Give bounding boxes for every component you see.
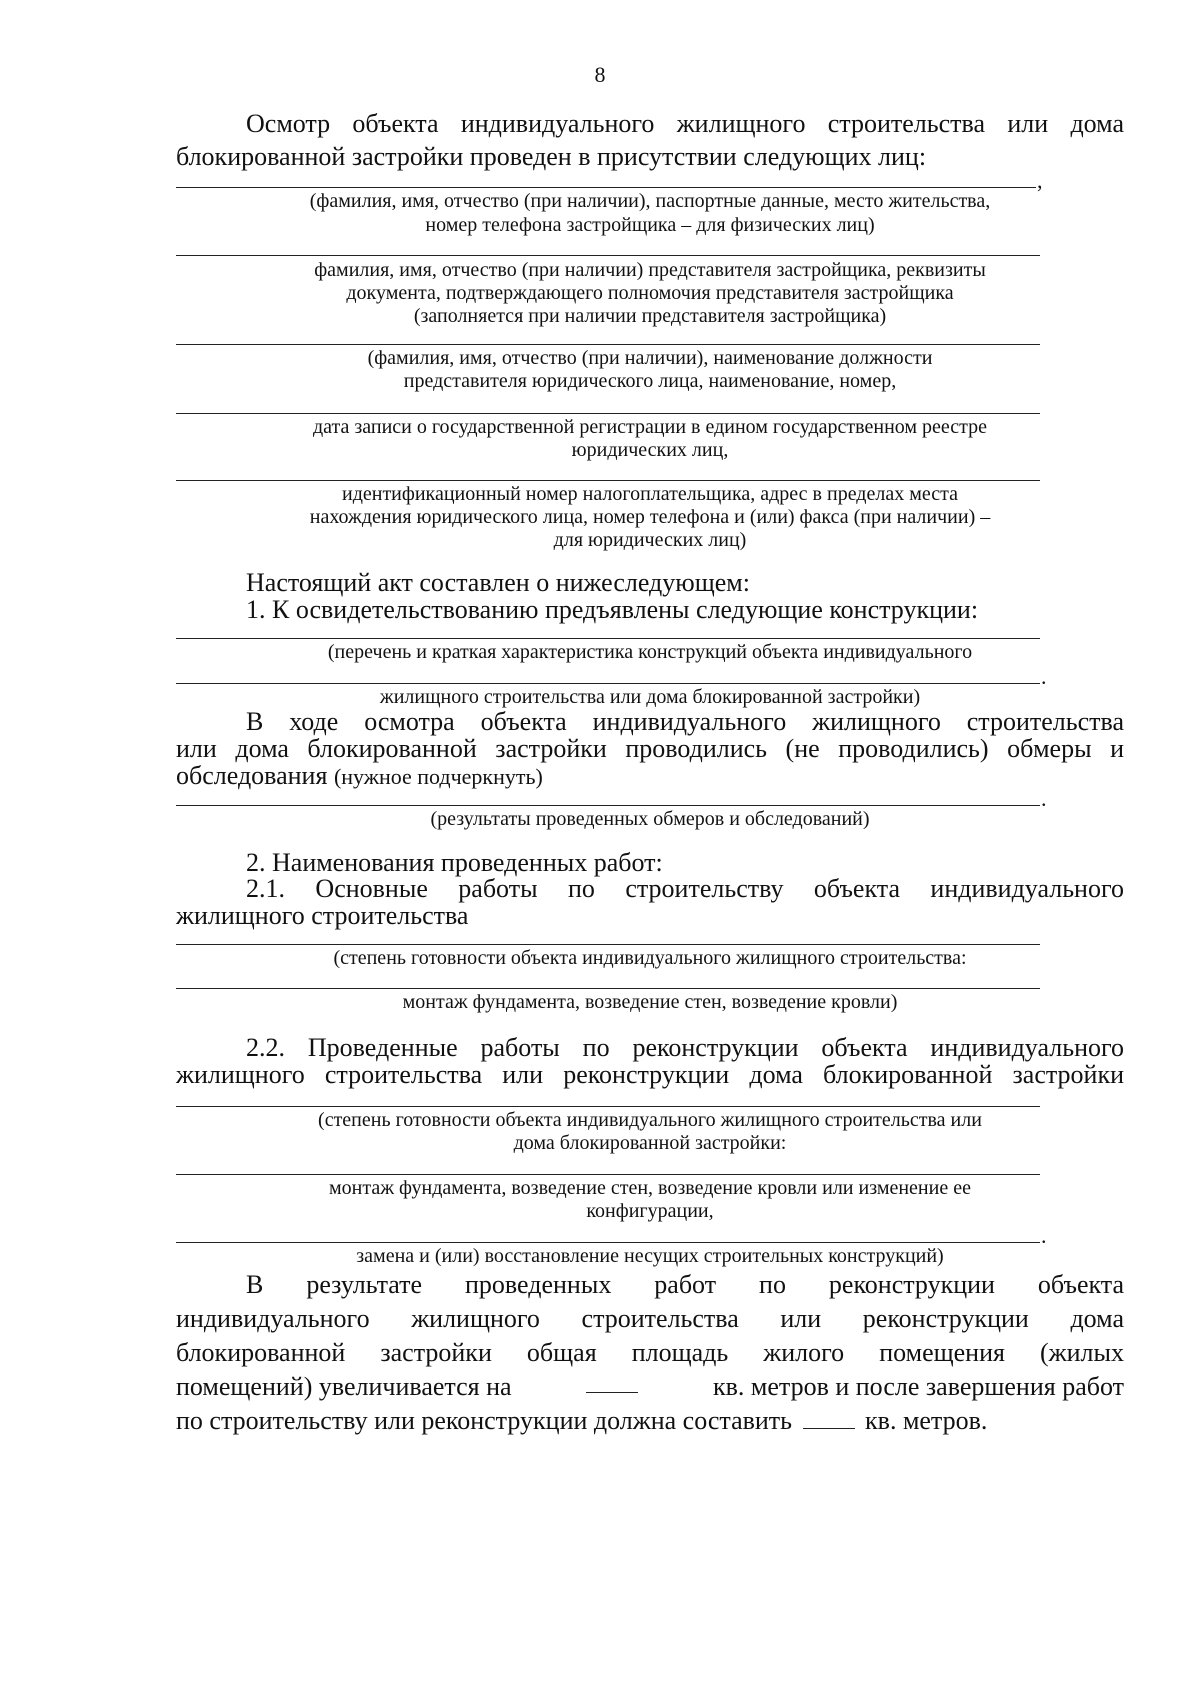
note-2-2-a-1: (степень готовности объекта индивидуального жилищного строительства или — [318, 1109, 982, 1131]
blank-line-2-2-b — [176, 1174, 1040, 1175]
note-2-1-a: (степень готовности объекта индивидуального жилищного строительства: — [333, 947, 967, 969]
note-2-2-b-2: конфигурации, — [586, 1200, 714, 1222]
note-representative-2: документа, подтверждающего полномочия представителя застройщика — [346, 282, 954, 304]
note-representative-3: (заполняется при наличии представителя застройщика) — [413, 305, 887, 327]
works-heading: 2. Наименования проведенных работ: — [246, 848, 663, 877]
note-representative-1: фамилия, имя, отчество (при наличии) представителя застройщика, реквизиты — [314, 259, 986, 281]
blank-line-2-1-b — [176, 988, 1040, 989]
act-item-1: 1. К освидетельствованию предъявлены следующие конструкции: — [246, 595, 979, 624]
blank-line-representative — [176, 255, 1040, 256]
blank-line-individual — [176, 187, 1036, 188]
blank-line-tax — [176, 480, 1040, 481]
inspection-line-3 — [176, 759, 543, 793]
note-legal-entity-1: (фамилия, имя, отчество (при наличии), наименование должности — [367, 347, 933, 369]
note-registration-1: дата записи о государственной регистрации в едином государственном реестре — [312, 416, 988, 438]
page-number: 8 — [594, 62, 606, 87]
note-constructions-1: (перечень и краткая характеристика конструкций объекта индивидуального — [327, 641, 973, 663]
blank-line-2-1-a — [176, 944, 1040, 945]
note-tax-3: для юридических лиц) — [553, 529, 747, 551]
blank-line-2-2-a — [176, 1106, 1040, 1107]
result-line-1: В результате проведенных работ по реконструкции объекта — [246, 1270, 1124, 1299]
item-2-2-line-2: жилищного строительства или реконструкции дома блокированной застройки — [176, 1060, 1124, 1089]
result-line-4-b: кв. метров и после завершения работ — [713, 1372, 1124, 1401]
note-2-2-b-1: монтаж фундамента, возведение стен, возведение кровли или изменение ее — [329, 1177, 971, 1199]
inspection-line-3-main: обследования — [176, 761, 328, 790]
item-2-1-line-2: жилищного строительства — [176, 901, 469, 930]
period: . — [1041, 1223, 1047, 1248]
result-line-4 — [176, 1370, 1124, 1403]
blank-line-results — [176, 805, 1040, 806]
total-area-blank — [803, 1406, 855, 1429]
period: . — [1041, 786, 1047, 811]
result-line-5-a: по строительству или реконструкции должна составить — [176, 1406, 793, 1435]
area-increase-blank — [586, 1370, 638, 1393]
note-constructions-2: жилищного строительства или дома блокированной застройки) — [379, 686, 921, 708]
act-heading: Настоящий акт составлен о нижеследующем: — [246, 568, 750, 597]
period: . — [1041, 664, 1047, 689]
note-tax-1: идентификационный номер налогоплательщика, адрес в пределах места — [341, 483, 958, 505]
note-tax-2: нахождения юридического лица, номер телефона и (или) факса (при наличии) – — [309, 506, 991, 528]
note-results: (результаты проведенных обмеров и обследований) — [430, 808, 870, 830]
inspection-line-1: В ходе осмотра объекта индивидуального жилищного строительства — [246, 707, 1124, 736]
result-line-5-b: кв. метров. — [865, 1406, 988, 1435]
item-2-1-line-1: 2.1. Основные работы по строительству объекта индивидуального — [246, 874, 1124, 903]
result-line-5 — [176, 1404, 987, 1437]
note-registration-2: юридических лиц, — [571, 439, 729, 461]
note-legal-entity-2: представителя юридического лица, наименование, номер, — [403, 370, 897, 392]
comma: , — [1037, 168, 1043, 193]
item-2-2-line-1: 2.2. Проведенные работы по реконструкции объекта индивидуального — [246, 1033, 1124, 1062]
underline-hint: (нужное подчеркнуть) — [333, 764, 543, 789]
note-individual-1: (фамилия, имя, отчество (при наличии), паспортные данные, место жительства, — [309, 190, 991, 212]
note-individual-2: номер телефона застройщика – для физических лиц) — [425, 214, 875, 236]
inspection-line-2: или дома блокированной застройки проводились (не проводились) обмеры и — [176, 734, 1124, 763]
result-line-2: индивидуального жилищного строительства или реконструкции дома — [176, 1304, 1124, 1333]
note-2-2-a-2: дома блокированной застройки: — [513, 1132, 787, 1154]
blank-line-registration — [176, 413, 1040, 414]
intro-line-1: Осмотр объекта индивидуального жилищного строительства или дома — [246, 109, 1124, 138]
result-line-4-a: помещений) увеличивается на — [176, 1372, 512, 1401]
note-2-1-b: монтаж фундамента, возведение стен, возведение кровли) — [402, 991, 898, 1013]
blank-line-2-2-c — [176, 1242, 1040, 1243]
intro-line-2: блокированной застройки проведен в присутствии следующих лиц: — [176, 142, 927, 171]
blank-line-constructions-2 — [176, 683, 1040, 684]
blank-line-legal-entity — [176, 344, 1040, 345]
note-2-2-c: замена и (или) восстановление несущих строительных конструкций) — [356, 1245, 944, 1267]
result-line-3: блокированной застройки общая площадь жилого помещения (жилых — [176, 1338, 1124, 1367]
blank-line-constructions-1 — [176, 638, 1040, 639]
